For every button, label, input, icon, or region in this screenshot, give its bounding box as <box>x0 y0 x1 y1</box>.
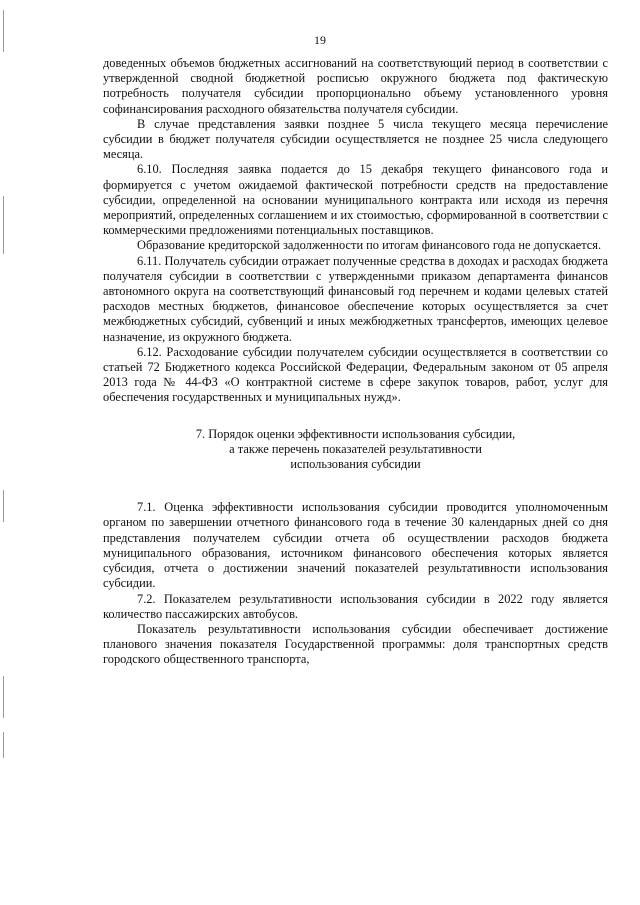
heading-line: использования субсидии <box>290 457 421 472</box>
paragraph: доведенных объемов бюджетных ассигнований на соответствующий период в соответствии с утвержденной сводной бюджетной росписью окружного бюджета под фактическую потребность получателя субсидии пропорционально объему установленного уровня софинансирования расходного обязательства получателя субсидии. <box>103 56 608 116</box>
section-7-body <box>103 500 608 667</box>
section-6-continuation <box>103 56 608 406</box>
section-7-heading <box>103 427 608 473</box>
paragraph-6-11: 6.11. Получатель субсидии отражает полученные средства в доходах и расходах бюджета получателя субсидии в соответствии с утвержденными приказом департамента финансов автономного округа на соответствующий финансовый год перечнем и кодами целевых статей расходов местных бюджетов, финансовое обеспечение которых осуществляется за счет межбюджетных субсидий, субвенций и иных межбюджетных трансфертов, имеющих целевое назначение, из окружного бюджета. <box>103 253 608 344</box>
heading-line: 7. Порядок оценки эффективности использования субсидии, <box>195 426 516 441</box>
paragraph: Образование кредиторской задолженности по итогам финансового года не допускается. <box>137 238 602 253</box>
page-number: 19 <box>314 33 326 47</box>
paragraph-6-12: 6.12. Расходование субсидии получателем субсидии осуществляется в соответствии со статьей 72 Бюджетного кодекса Российской Федерации, Федеральным законом от 05 апреля 2013 года № 44-ФЗ «О контрактной системе в сфере закупок товаров, работ, услуг для обеспечения государственных и муниципальных нужд». <box>103 344 608 405</box>
scan-edge-mark <box>3 196 4 254</box>
paragraph-7-1: 7.1. Оценка эффективности использования субсидии проводится уполномоченным органом по завершении отчетного финансового года в течение 30 календарных дней со дня представления получателем субсидии отчета об осуществлении расходов бюджета муниципального образования, источником финансового обеспечения которых является субсидия, отчета о достижении значений показателей результативности использования субсидии. <box>103 500 608 591</box>
paragraph: В случае представления заявки позднее 5 числа текущего месяца перечисление субсидии в бюджет получателя субсидии осуществляется не позднее 25 числа следующего месяца. <box>103 116 608 162</box>
paragraph-7-2: 7.2. Показателем результативности использования субсидии в 2022 году является количество пассажирских автобусов. <box>103 591 608 621</box>
scan-edge-mark <box>3 490 4 522</box>
scan-edge-mark <box>3 732 4 758</box>
paragraph: Показатель результативности использования субсидии обеспечивает достижение планового значения показателя Государственной программы: доля транспортных средств городского общественного транспорта, <box>103 621 608 667</box>
heading-line: а также перечень показателей результативности <box>229 441 482 456</box>
document-body <box>103 56 608 668</box>
paragraph-6-10: 6.10. Последняя заявка подается до 15 декабря текущего финансового года и формируется с учетом ожидаемой фактической потребности средств на предоставление субсидии, определенной на основании муниципального контракта или исходя из перечня мероприятий, определенных соглашением и их стоимостью, сформированной в соответствии с коммерческими предложениями потенциальных поставщиков. <box>103 162 608 238</box>
scan-edge-mark <box>3 676 4 718</box>
